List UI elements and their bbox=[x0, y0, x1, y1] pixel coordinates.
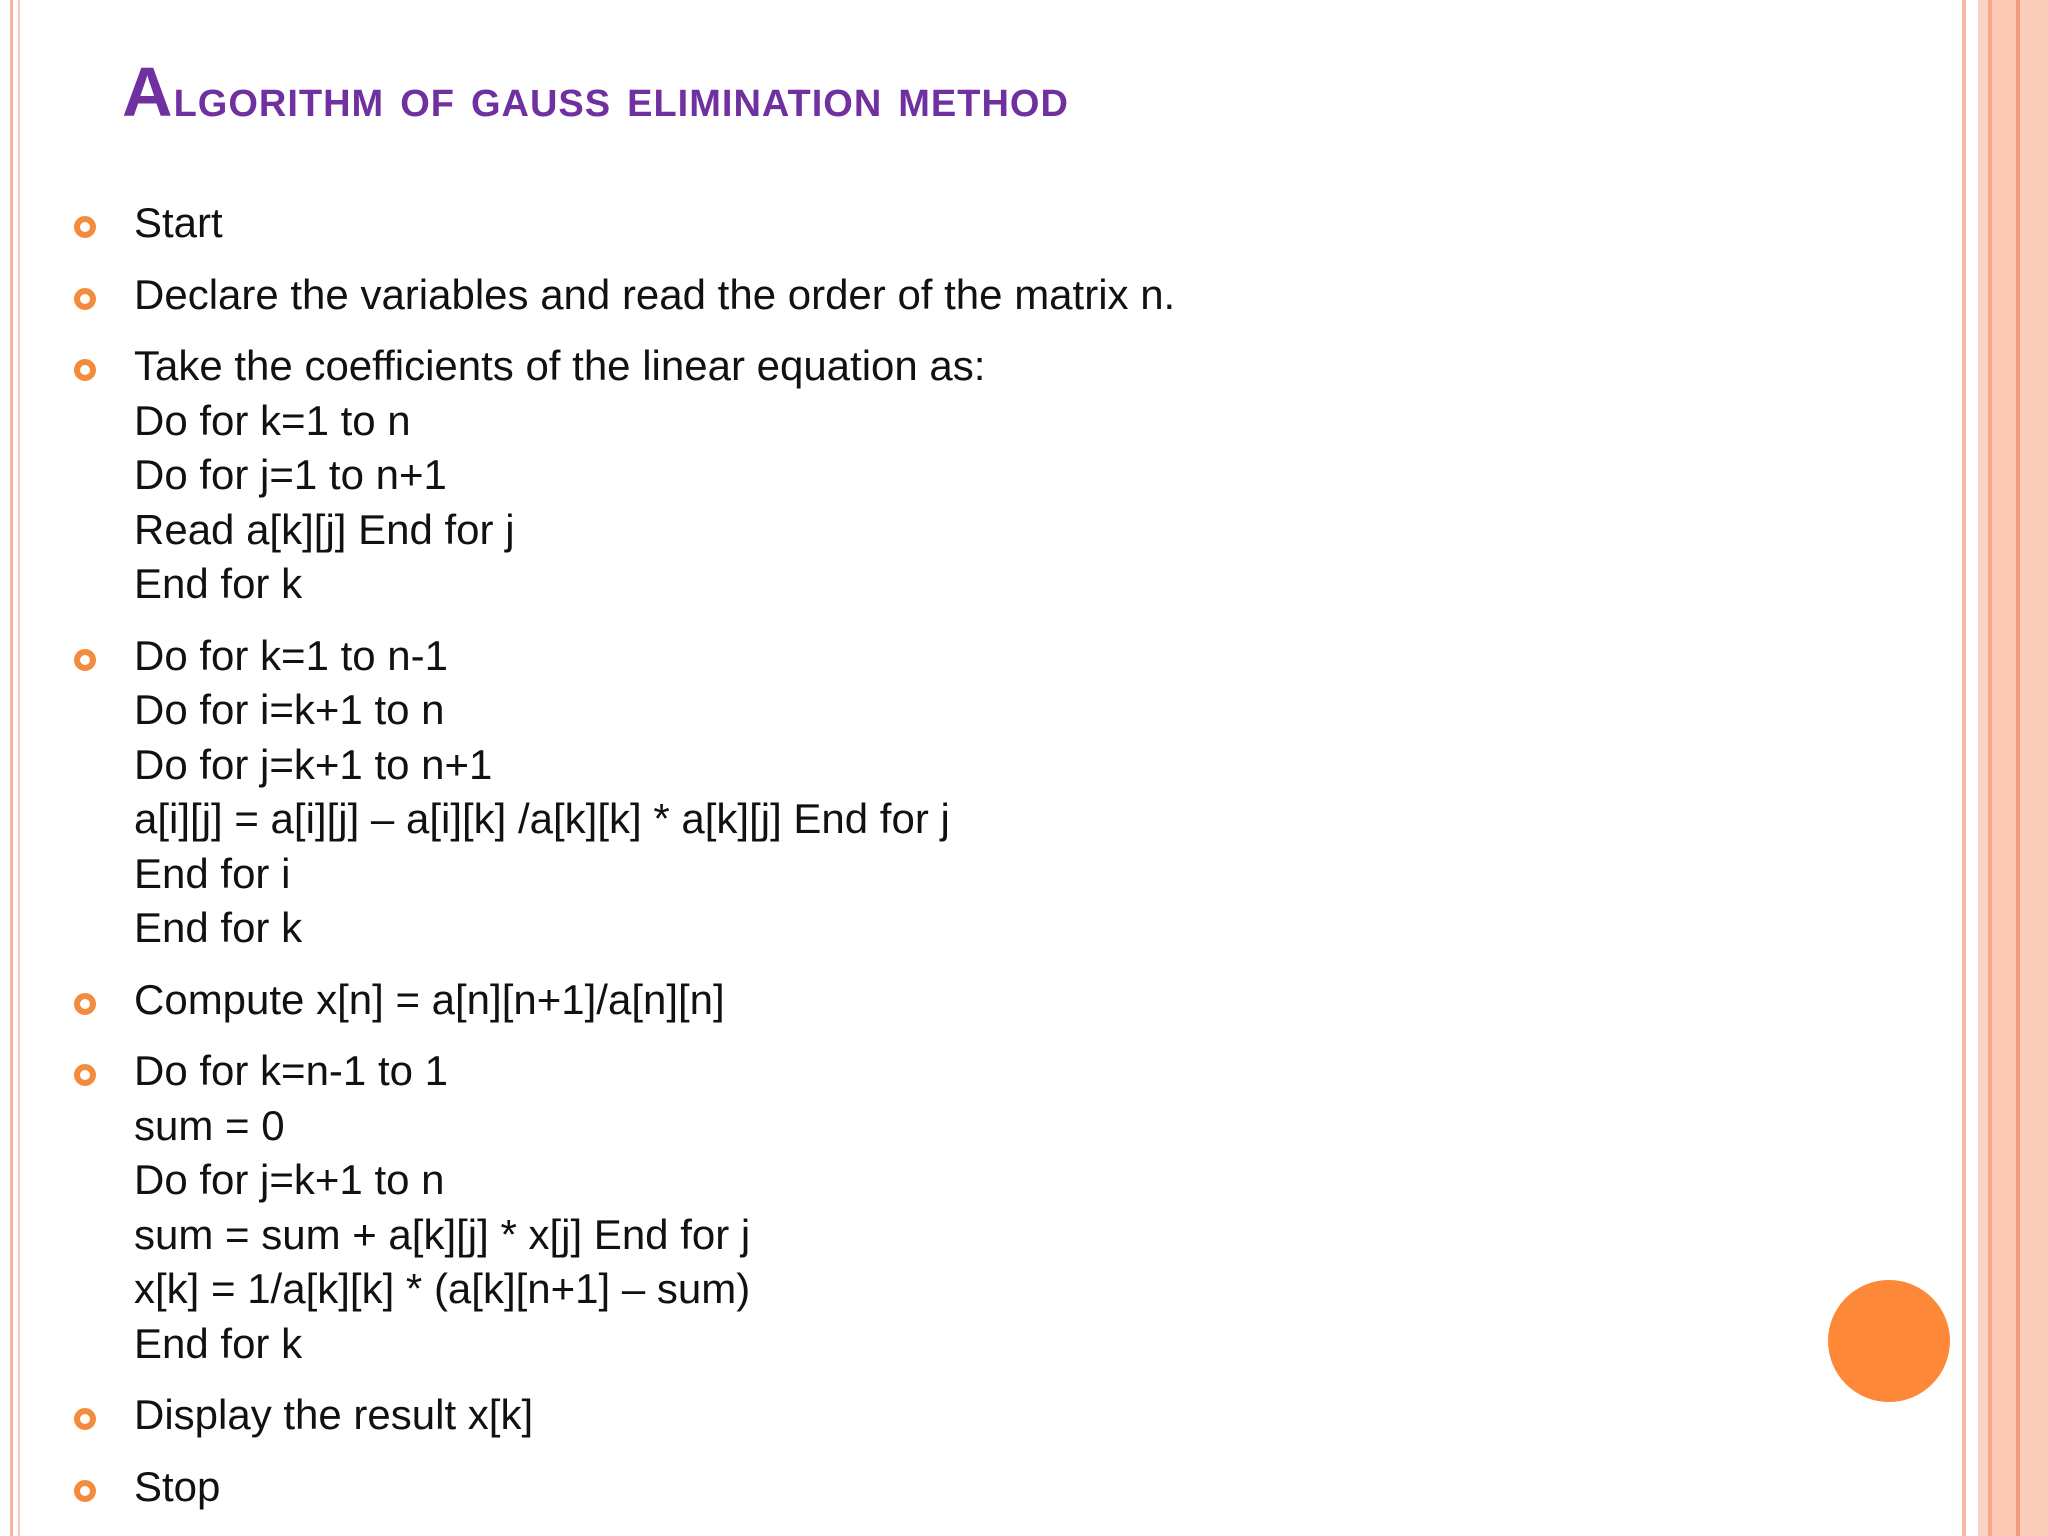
bullet-item bbox=[66, 196, 1926, 251]
bullet-list bbox=[66, 196, 1926, 1531]
slide-title-rest: lgorithm of gauss elimination method bbox=[173, 68, 1069, 128]
bullet-text: Take the coefficients of the linear equation as: bbox=[134, 342, 986, 389]
bullet-text: Start bbox=[134, 199, 223, 246]
bullet-continuation-line: Do for i=k+1 to n bbox=[134, 686, 445, 733]
bullet-continuation-line: Read a[k][j] End for j bbox=[134, 505, 515, 553]
bullet-circle-icon bbox=[74, 1408, 96, 1430]
bullet-continuation-line: End for k bbox=[134, 904, 303, 951]
slide-title-initial: A bbox=[122, 53, 174, 131]
bullet-circle-icon bbox=[74, 993, 96, 1015]
bullet-item bbox=[66, 973, 1926, 1028]
bullet-circle-icon bbox=[74, 216, 96, 238]
bullet-continuation-line: x[k] = 1/a[k][k] * (a[k][n+1] – sum) bbox=[134, 1265, 751, 1312]
bullet-item bbox=[66, 1460, 1926, 1515]
bullet-text: Declare the variables and read the order of the matrix n. bbox=[134, 270, 1176, 318]
bullet-continuation-line: End for k bbox=[134, 1319, 303, 1367]
bullet-text: Stop bbox=[134, 1462, 221, 1510]
bullet-circle-icon bbox=[74, 1064, 96, 1086]
left-border-line bbox=[10, 0, 13, 1536]
bullet-continuation-line: Do for k=1 to n bbox=[134, 396, 411, 444]
bullet-item bbox=[66, 339, 1926, 612]
bullet-text: Compute x[n] = a[n][n+1]/a[n][n] bbox=[134, 975, 725, 1023]
right-border-stripe bbox=[1962, 0, 1966, 1536]
bullet-text: Do for k=n-1 to 1 bbox=[134, 1047, 448, 1094]
bullet-item bbox=[66, 268, 1926, 323]
bullet-circle-icon bbox=[74, 288, 96, 310]
bullet-circle-icon bbox=[74, 1480, 96, 1502]
bullet-continuation-line: sum = 0 bbox=[134, 1101, 285, 1149]
bullet-continuation-line: End for k bbox=[134, 560, 303, 607]
right-border-stripe bbox=[1978, 0, 1988, 1536]
bullet-continuation-line: a[i][j] = a[i][j] – a[i][k] /a[k][k] * a[k][j] End for j bbox=[134, 795, 950, 842]
bullet-item bbox=[66, 629, 1926, 956]
bullet-item bbox=[66, 1044, 1926, 1371]
bullet-continuation-line: End for i bbox=[134, 849, 291, 897]
right-border-stripe bbox=[2020, 0, 2048, 1536]
bullet-circle-icon bbox=[74, 649, 96, 671]
bullet-text: Do for k=1 to n-1 bbox=[134, 631, 448, 679]
bullet-continuation-line: Do for j=k+1 to n bbox=[134, 1156, 445, 1203]
right-border-stripe bbox=[1992, 0, 2016, 1536]
bullet-item bbox=[66, 1388, 1926, 1443]
bullet-continuation-line: Do for j=k+1 to n+1 bbox=[134, 740, 493, 788]
bullet-circle-icon bbox=[74, 359, 96, 381]
bullet-continuation-line: Do for j=1 to n+1 bbox=[134, 451, 447, 498]
left-border-line-inner bbox=[18, 0, 20, 1536]
slide-title bbox=[122, 52, 1069, 132]
bullet-continuation-line: sum = sum + a[k][j] * x[j] End for j bbox=[134, 1210, 751, 1258]
bullet-text: Display the result x[k] bbox=[134, 1391, 534, 1438]
